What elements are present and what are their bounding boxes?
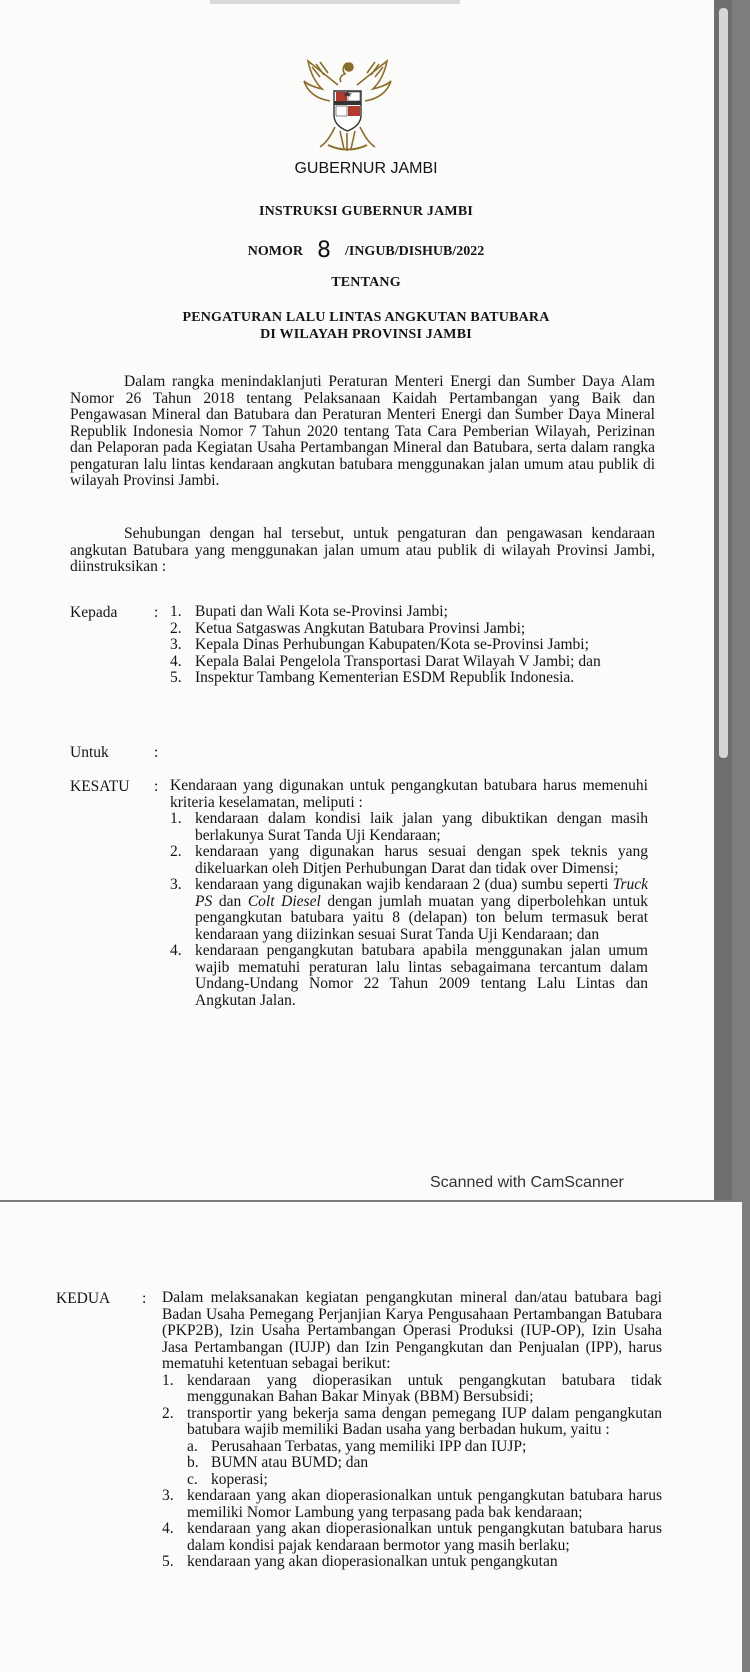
scan-artifact: [210, 0, 460, 4]
document-page-2: [0, 1202, 742, 1672]
kedua-section: [162, 1290, 662, 1571]
list-item: 5. Inspektur Tambang Kementerian ESDM Republik Indonesia.: [170, 669, 575, 686]
list-item: 4. kendaraan pengangkutan batubara apabila menggunakan jalan umum wajib mematuhi peraturan lalu lintas sebagaimana tercantum dalam Undang-Undang Nomor 22 Tahun 2009 tentang Lalu Lintas dan Angkutan Jalan.: [170, 942, 648, 1009]
scrollbar-thumb[interactable]: [719, 8, 728, 758]
list-item: 3. kendaraan yang akan dioperasionalkan untuk pengangkutan batubara harus memiliki Nomor Lambung yang terpasang pada bak kendaraan;: [162, 1487, 662, 1521]
instruction-paragraph: Sehubungan dengan hal tersebut, untuk pengaturan dan pengawasan kendaraan angkutan Batubara yang menggunakan jalan umum atau publik di wilayah Provinsi Jambi, diinstruksikan :: [70, 525, 655, 575]
opening-paragraph: Dalam rangka menindaklanjuti Peraturan Menteri Energi dan Sumber Daya Alam Nomor 26 Tahun 2018 tentang Pelaksanaan Kaidah Pertambangan yang Baik dan Pengawasan Mineral dan Batubara dan Peraturan Menteri Energi dan Sumber Daya Mineral Republik Indonesia Nomor 7 Tahun 2020 tentang Tata Cara Pemberian Wilayah, Perizinan dan Pelaporan pada Kegiatan Usaha Pertambangan Mineral dan Batubara, serta dalam rangka pengaturan lalu lintas kendaraan angkutan batubara menggunakan jalan umum atau publik di wilayah Provinsi Jambi.: [70, 373, 655, 489]
list-item: 1. Bupati dan Wali Kota se-Provinsi Jambi;: [170, 603, 448, 620]
garuda-emblem-icon: [300, 55, 395, 155]
tentang-heading: TENTANG: [331, 275, 401, 290]
untuk-label: Untuk: [70, 744, 109, 761]
camscanner-watermark: Scanned with CamScanner: [430, 1174, 624, 1191]
kedua-intro: Dalam melaksanakan kegiatan pengangkutan mineral dan/atau batubara bagi Badan Usaha Pemegang Perjanjian Karya Pengusahaan Pertambangan Batubara (PKP2B), Izin Usaha Pertambangan Operasi Produksi (IUP-OP), Izin Usaha Jasa Pertambangan (IUJP) dan Izin Pengangkutan dan Penjualan (IPP), harus mematuhi ketentuan sebagai berikut:: [162, 1289, 662, 1372]
page-cutoff: [0, 1662, 742, 1672]
scrollbar-track[interactable]: [714, 0, 732, 1200]
subject-line-2: DI WILAYAH PROVINSI JAMBI: [260, 327, 472, 342]
kepada-colon: :: [154, 604, 159, 621]
list-item: 2. transportir yang bekerja sama dengan pemegang IUP dalam pengangkutan batubara wajib memiliki Badan usaha yang berbadan hukum, yaitu : a. Perusahaan Terbatas, yang memiliki IPP dan IUJP; b. BUMN atau BUMD; dan c. koperasi;: [162, 1404, 662, 1488]
nomor-label: NOMOR: [247, 244, 303, 259]
kepada-list: [170, 604, 655, 687]
list-item: 1. kendaraan dalam kondisi laik jalan yang dibuktikan dengan masih berlakunya Surat Tanda Uji Kendaraan;: [170, 810, 648, 844]
decree-number-line: [0, 236, 732, 261]
list-item: 3. kendaraan yang digunakan wajib kendaraan 2 (dua) sumbu seperti Truck PS dan Colt Diesel dengan jumlah muatan yang diperbolehkan untuk pengangkutan batubara yaitu 8 (delapan) ton belum termasuk berat kendaraan yang diizinkan sesuai Surat Tanda Uji Kendaraan; dan: [170, 876, 648, 943]
kesatu-section: [170, 778, 648, 1009]
untuk-colon: :: [154, 744, 159, 761]
list-item: 4. Kepala Balai Pengelola Transportasi Darat Wilayah V Jambi; dan: [170, 652, 601, 670]
list-item: 4. kendaraan yang akan dioperasionalkan untuk pengangkutan batubara harus dalam kondisi pajak kendaraan bermotor yang masih berlaku;: [162, 1520, 662, 1554]
subject-line-1: PENGATURAN LALU LINTAS ANGKUTAN BATUBARA: [182, 310, 550, 325]
list-item: 3. Kepala Dinas Perhubungan Kabupaten/Kota se-Provinsi Jambi;: [170, 636, 589, 653]
kesatu-intro: Kendaraan yang digunakan untuk pengangkutan batubara harus memenuhi kriteria keselamatan, meliputi :: [170, 777, 648, 811]
kesatu-label: KESATU: [70, 778, 130, 795]
governor-title: GUBERNUR JAMBI: [294, 160, 438, 177]
nomor-suffix: /INGUB/DISHUB/2022: [344, 244, 485, 259]
kesatu-colon: :: [154, 778, 159, 795]
handwritten-number: 8: [316, 238, 331, 263]
list-item: 1. kendaraan yang dioperasikan untuk pengangkutan batubara tidak menggunakan Bahan Bakar Minyak (BBM) Bersubsidi;: [162, 1371, 662, 1405]
list-item: 2. Ketua Satgaswas Angkutan Batubara Provinsi Jambi;: [170, 619, 526, 637]
kedua-label: KEDUA: [56, 1290, 111, 1307]
instruction-title: INSTRUKSI GUBERNUR JAMBI: [258, 204, 474, 219]
kepada-label: Kepada: [70, 604, 118, 621]
sub-list-item: c. koperasi;: [187, 1470, 268, 1488]
list-item: 5. kendaraan yang akan dioperasionalkan untuk pengangkutan: [162, 1553, 558, 1570]
sub-list-item: a. Perusahaan Terbatas, yang memiliki IPP dan IUJP;: [187, 1437, 527, 1455]
kedua-colon: :: [142, 1290, 147, 1307]
list-item: 2. kendaraan yang digunakan harus sesuai dengan spek teknis yang dikeluarkan oleh Ditjen Perhubungan Darat dan tidak over Dimensi;: [170, 843, 648, 877]
sub-list-item: b. BUMN atau BUMD; dan: [187, 1454, 369, 1471]
